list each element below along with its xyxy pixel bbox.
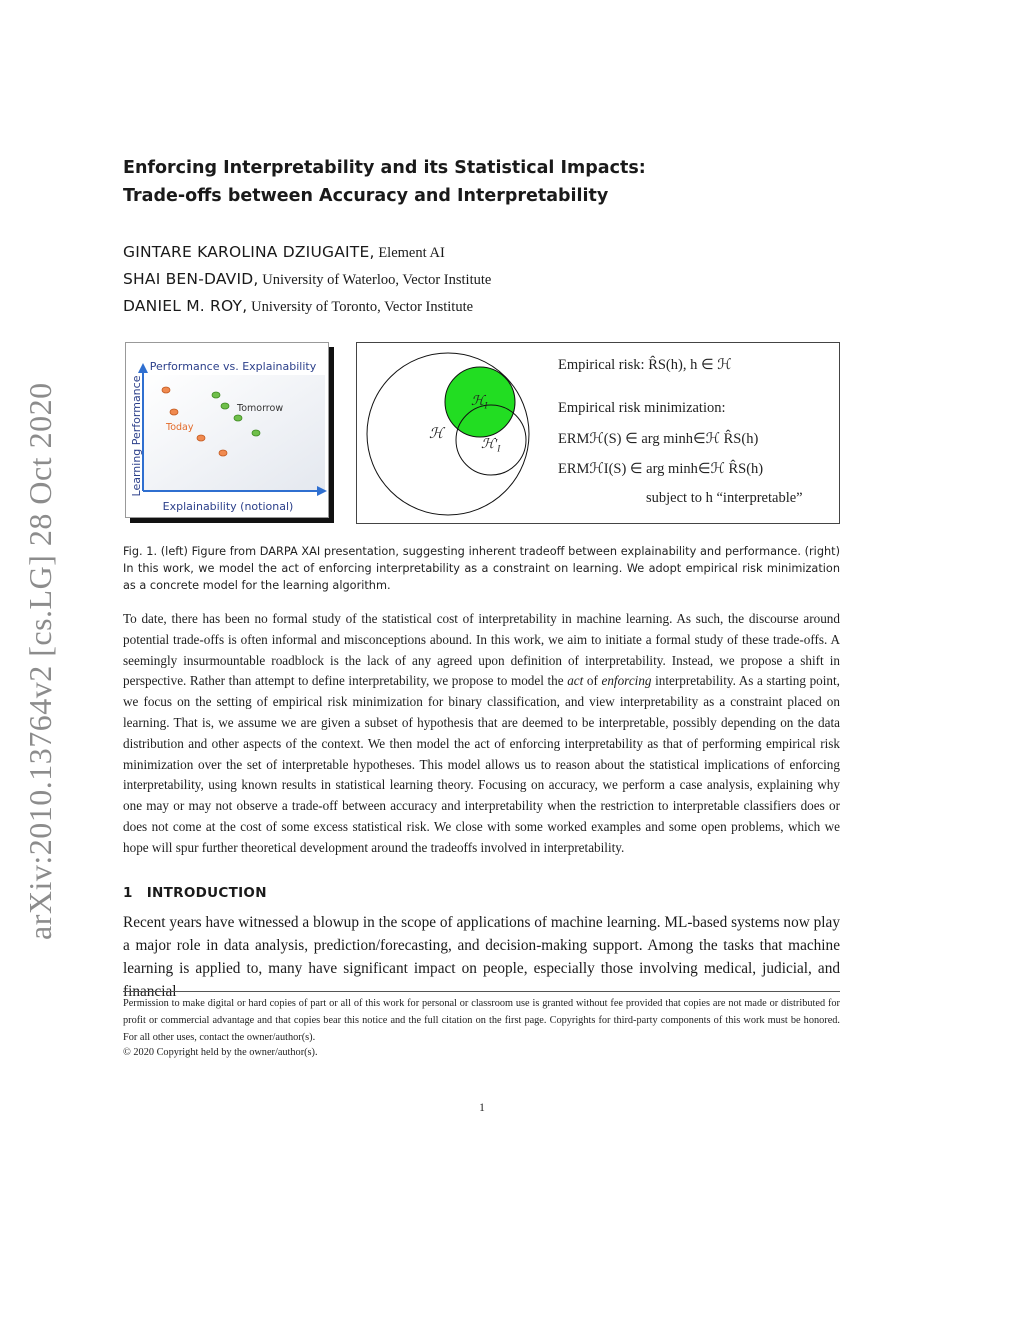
label-set-H: ℋ: [429, 426, 444, 442]
chart-title: Performance vs. Explainability: [149, 360, 317, 373]
abstract-text: of: [583, 673, 602, 689]
formula-erm-hi: ERMℋI(S) ∈ arg minh∈ℋ R̂S(h): [558, 461, 764, 477]
today-point: [170, 409, 178, 415]
tomorrow-point: [221, 403, 229, 409]
abstract-text: To date, there has been no formal study of the statistical cost of interpretability in machine learning. As such, the discourse around potential trade-offs is often informal and misconceptions abound. In this work, we aim to initiate a formal study of these trade-offs. A seemingly insurmountable roadblock is the lack of any agreed upon definition of interpretability. Instead, we propose a shift in perspective. Rather than attempt to define interpretability, we propose to model the: [123, 611, 840, 689]
formula-erm-h: ERMℋ(S) ∈ arg minh∈ℋ R̂S(h): [558, 431, 759, 447]
footnote-rule: [123, 991, 840, 992]
abstract-text: interpretability. As a starting point, we focus on the setting of empirical risk minimization for binary classification, and view interpretability as a constraint placed on learning. That is, we assume we are given a subset of hypothesis that are deemed to be interpretable, possibly depending on the data distribution and other aspects of the context. We then model the act of enforcing interpretability as that of performing empirical risk minimization over the set of interpretable hypotheses. This model allows us to reason about the statistical implications of enforcing interpretability, using known results in statistical learning theory. Focusing on accuracy, we perform a case analysis, explaining why one may or may not observe a trade-off between accuracy and interpretability when the restriction to interpretable classifiers does or does not come at the cost of some excess statistical risk. We close with some worked examples and some open problems, which we hope will spur further theoretical development around the tradeoffs involved in interpretability.: [123, 673, 840, 855]
author-name: SHAI BEN-DAVID,: [123, 270, 259, 288]
today-point: [197, 435, 205, 441]
formula-erm-heading: Empirical risk minimization:: [558, 400, 726, 416]
x-axis-label: Explainability (notional): [162, 500, 294, 513]
footnote-permission: Permission to make digital or hard copies of part or all of this work for personal or classroom use is granted without fee provided that copies are not made or distributed for profit or commercial advantage and that copies bear this notice and the full citation on the first page. Copyrights for third-party components of this work must be honored. For all other uses, contact the owner/author(s).: [123, 998, 840, 1043]
formula-constraint: subject to h “interpretable”: [646, 490, 803, 506]
author-affiliation: Element AI: [378, 245, 445, 261]
label-set-HI-prime: $ℋ'_I$: [481, 436, 501, 454]
tomorrow-point: [252, 430, 260, 436]
arxiv-stamp: arXiv:2010.13764v2 [cs.LG] 28 Oct 2020: [22, 382, 58, 940]
label-today: Today: [166, 422, 194, 433]
author-affiliation: University of Waterloo, Vector Institute: [262, 272, 492, 288]
figure-right: [356, 342, 840, 524]
label-tomorrow: Tomorrow: [237, 403, 284, 414]
title-line-1: Enforcing Interpretability and its Statistical Impacts:: [123, 158, 646, 178]
tomorrow-point: [234, 415, 242, 421]
tomorrow-point: [212, 392, 220, 398]
abstract-emphasis: act: [567, 673, 584, 689]
section-heading: [123, 885, 267, 901]
page-number: 1: [479, 1102, 485, 1114]
y-axis-label: Learning Performance: [130, 375, 143, 497]
figure-left: [125, 342, 329, 518]
label-set-HI: ℋ$_I$: [471, 393, 488, 411]
today-point: [162, 387, 170, 393]
abstract-emphasis: enforcing: [601, 673, 652, 689]
paper-title: [123, 154, 646, 210]
author-3: [123, 297, 473, 316]
author-2: [123, 270, 491, 289]
figure-left-svg: [126, 343, 330, 519]
today-point: [219, 450, 227, 456]
title-line-2: Trade-offs between Accuracy and Interpretability: [123, 186, 609, 206]
intro-paragraph: Recent years have witnessed a blowup in the scope of applications of machine learning. ML-based systems now play a major role in data analysis, prediction/forecasting, and decision-making support. Among the tasks that machine learning is applied to, many have significant impact on people, especially those involving medical, judicial, and financial: [123, 914, 840, 1000]
abstract: [123, 609, 840, 859]
plot-area: [143, 375, 325, 491]
author-1: [123, 243, 445, 262]
section-title: INTRODUCTION: [146, 885, 267, 901]
section-number: 1: [123, 885, 133, 901]
author-name: DANIEL M. ROY,: [123, 297, 248, 315]
formula-empirical-risk: Empirical risk: R̂S(h), h ∈ ℋ: [558, 357, 732, 373]
author-name: GINTARE KAROLINA DZIUGAITE,: [123, 243, 375, 261]
copyright-notice: © 2020 Copyright held by the owner/author(s).: [123, 1047, 318, 1058]
author-affiliation: University of Toronto, Vector Institute: [251, 299, 474, 315]
figure-caption: Fig. 1. (left) Figure from DARPA XAI presentation, suggesting inherent tradeoff between explainability and performance. (right) In this work, we model the act of enforcing interpretability as a constraint on learning. We adopt empirical risk minimization as a concrete model for the learning algorithm.: [123, 545, 840, 592]
